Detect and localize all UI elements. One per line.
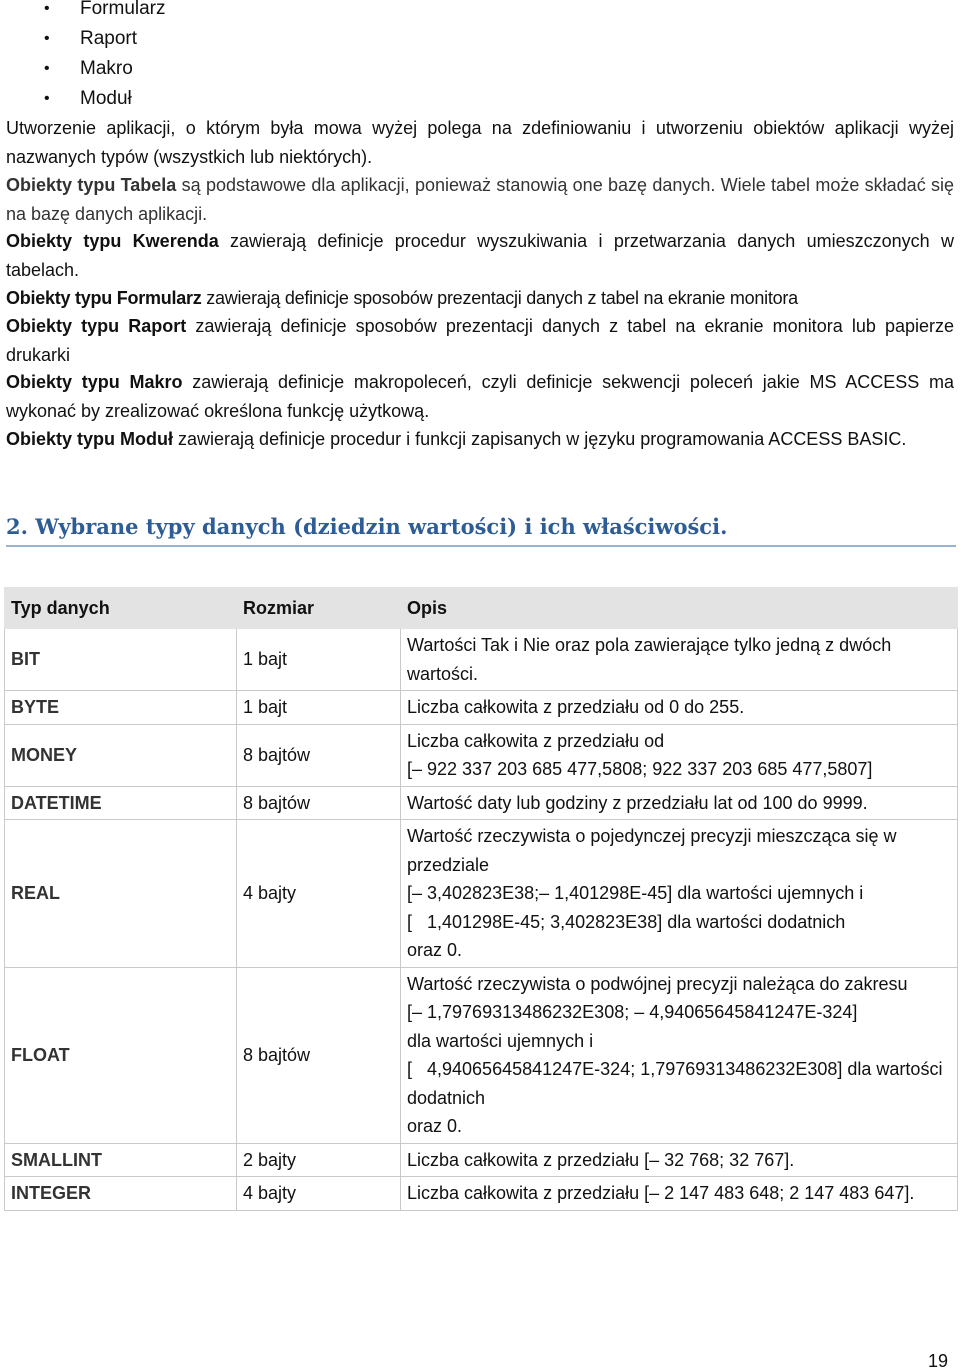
cell-type: MONEY — [5, 724, 237, 786]
description-line: [– 3,402823E38;– 1,401298E-45] dla wartości ujemnych i — [407, 883, 864, 903]
cell-description — [401, 786, 958, 820]
table-row — [5, 629, 958, 691]
list-item: • Makro — [80, 58, 133, 80]
paragraph-modul: Obiekty typu Moduł zawierają definicje procedur i funkcji zapisanych w języku programowania ACCESS BASIC. — [6, 429, 907, 449]
paragraph-application: Utworzenie aplikacji, o którym była mowa wyżej polega na zdefiniowaniu i utworzeniu obiektów aplikacji wyżej nazwanych typów (wszystkich lub niektórych). — [6, 118, 954, 167]
cell-type: SMALLINT — [5, 1143, 237, 1177]
table-row — [5, 724, 958, 786]
description-line: [ 4,94065645841247E-324; 1,79769313486232E308] dla wartości dodatnich — [407, 1059, 948, 1108]
description-line: Wartości Tak i Nie oraz pola zawierające tylko jedną z dwóch wartości. — [407, 635, 897, 684]
cell-description — [401, 691, 958, 725]
cell-size: 1 bajt — [237, 629, 401, 691]
cell-size: 8 bajtów — [237, 967, 401, 1143]
cell-size: 4 bajty — [237, 820, 401, 968]
description-line: [– 922 337 203 685 477,5808; 922 337 203 685 477,5807] — [407, 759, 873, 779]
description-line: [ 1,401298E-45; 3,402823E38] dla wartości dodatnich — [407, 911, 846, 932]
table-row — [5, 1143, 958, 1177]
cell-description — [401, 1143, 958, 1177]
table-row — [5, 820, 958, 968]
description-line: Liczba całkowita z przedziału od 0 do 255. — [407, 697, 745, 717]
cell-size: 8 bajtów — [237, 724, 401, 786]
cell-type: FLOAT — [5, 967, 237, 1143]
cell-type: BIT — [5, 629, 237, 691]
cell-size: 8 bajtów — [237, 786, 401, 820]
description-line: Wartość rzeczywista o podwójnej precyzji należąca do zakresu — [407, 973, 908, 994]
paragraph-makro: Obiekty typu Makro zawierają definicje makropoleceń, czyli definicje sekwencji poleceń jakie MS ACCESS ma wykonać by zrealizować określona funkcję użytkową. — [6, 372, 954, 421]
description-line: [– 1,79769313486232E308; – 4,94065645841247E-324] — [407, 1002, 858, 1022]
cell-size: 2 bajty — [237, 1143, 401, 1177]
list-item: • Moduł — [80, 88, 132, 110]
description-line: oraz 0. — [407, 1116, 463, 1136]
data-types-table — [4, 587, 958, 1211]
cell-size: 1 bajt — [237, 691, 401, 725]
cell-type: INTEGER — [5, 1177, 237, 1211]
list-item: • Raport — [80, 28, 137, 50]
description-line: Liczba całkowita z przedziału od — [407, 730, 665, 751]
cell-description — [401, 724, 958, 786]
header-type: Typ danych — [5, 588, 237, 629]
description-line: Wartość rzeczywista o pojedynczej precyzji mieszcząca się w przedziale — [407, 826, 902, 875]
description-line: Wartość daty lub godziny z przedziału lat od 100 do 9999. — [407, 792, 868, 813]
list-item: • Formularz — [80, 0, 166, 20]
description-line: Liczba całkowita z przedziału [– 2 147 483 648; 2 147 483 647]. — [407, 1183, 915, 1203]
table-header-row — [5, 588, 958, 629]
cell-description — [401, 967, 958, 1143]
cell-type: DATETIME — [5, 786, 237, 820]
cell-description — [401, 629, 958, 691]
header-description: Opis — [401, 588, 958, 629]
paragraph-kwerenda: Obiekty typu Kwerenda zawierają definicje procedur wyszukiwania i przetwarzania danych umieszczonych w tabelach. — [6, 231, 954, 280]
cell-description — [401, 1177, 958, 1211]
description-line: Liczba całkowita z przedziału [– 32 768; 32 767]. — [407, 1149, 795, 1170]
table-row — [5, 786, 958, 820]
description-line: dla wartości ujemnych i — [407, 1030, 594, 1051]
header-size: Rozmiar — [237, 588, 401, 629]
page-number: 19 — [927, 1351, 948, 1371]
cell-type: REAL — [5, 820, 237, 968]
cell-description — [401, 820, 958, 968]
description-line: oraz 0. — [407, 940, 463, 960]
cell-type: BYTE — [5, 691, 237, 725]
paragraph-tabela: Obiekty typu Tabela są podstawowe dla aplikacji, ponieważ stanowią one bazę danych. Wiele tabel może składać się na bazę danych aplikacji. — [6, 175, 955, 224]
paragraph-formularz: Obiekty typu Formularz zawierają definicje sposobów prezentacji danych z tabel na ekranie monitora — [6, 288, 798, 308]
paragraph-raport: Obiekty typu Raport zawierają definicje sposobów prezentacji danych z tabel na ekranie monitora lub papierze drukarki — [6, 316, 954, 365]
table-row — [5, 967, 958, 1143]
section-heading: 2. Wybrane typy danych (dziedzin wartości) i ich właściwości. — [6, 514, 956, 547]
table-row — [5, 691, 958, 725]
table-row — [5, 1177, 958, 1211]
cell-size: 4 bajty — [237, 1177, 401, 1211]
